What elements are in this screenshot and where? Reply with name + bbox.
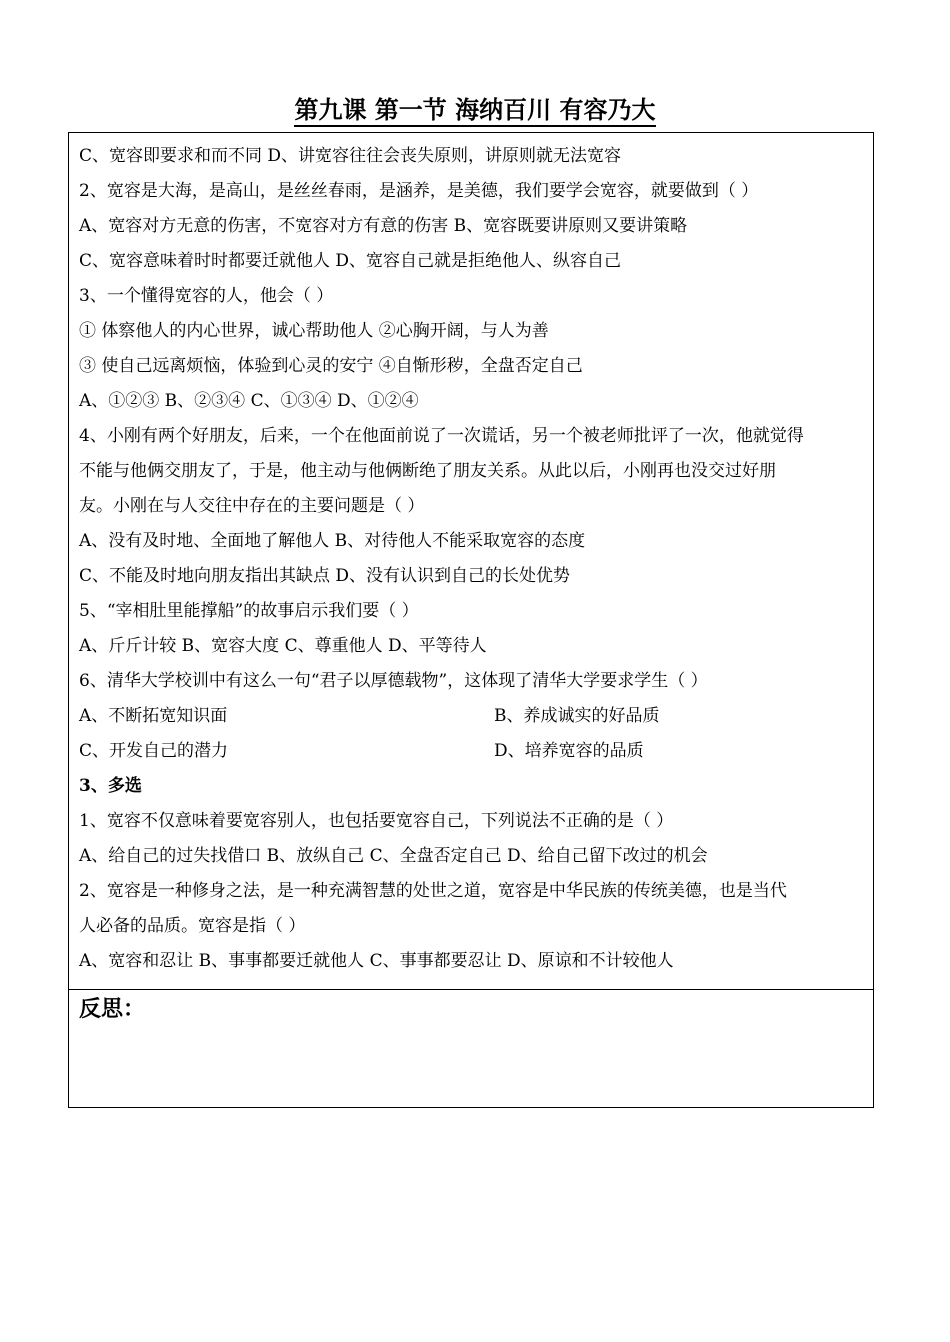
text-line: 人必备的品质。宽容是指（ ） — [79, 916, 306, 936]
text-line: C、宽容即要求和而不同 D、讲宽容往往会丧失原则，讲原则就无法宽容 — [79, 146, 622, 166]
text-line: 3、一个懂得宽容的人，他会（ ） — [79, 286, 334, 306]
text-line: 2、宽容是大海，是高山，是丝丝春雨，是涵养，是美德，我们要学会宽容，就要做到（ ） — [79, 181, 759, 201]
question-table — [68, 132, 874, 1108]
option-right: B、养成诚实的好品质 — [494, 706, 660, 726]
table-divider — [69, 989, 873, 990]
text-line: 1、宽容不仅意味着要宽容别人，也包括要宽容自己，下列说法不正确的是（ ） — [79, 811, 674, 831]
text-line — [79, 704, 859, 728]
section-heading: 3、多选 — [79, 776, 142, 796]
text-line: ③ 使自己远离烦恼，体验到心灵的安宁 ④自惭形秽，全盘否定自己 — [79, 356, 583, 376]
text-line: 不能与他俩交朋友了，于是，他主动与他俩断绝了朋友关系。从此以后，小刚再也没交过好朋 — [79, 461, 776, 481]
text-line: 5、“宰相肚里能撑船”的故事启示我们要（ ） — [79, 601, 419, 621]
option-left: C、开发自己的潜力 — [79, 741, 229, 761]
text-line: 2、宽容是一种修身之法，是一种充满智慧的处世之道，宽容是中华民族的传统美德，也是当代 — [79, 881, 787, 901]
option-left: A、不断拓宽知识面 — [79, 706, 228, 726]
text-line: A、①②③ B、②③④ C、①③④ D、①②④ — [79, 391, 419, 411]
text-line: 6、清华大学校训中有这么一句“君子以厚德载物”，这体现了清华大学要求学生（ ） — [79, 671, 708, 691]
text-line: 4、小刚有两个好朋友，后来，一个在他面前说了一次谎话，另一个被老师批评了一次，他就觉得 — [79, 426, 804, 446]
text-line — [79, 739, 859, 763]
text-line: 友。小刚在与人交往中存在的主要问题是（ ） — [79, 496, 425, 516]
text-line: A、宽容对方无意的伤害，不宽容对方有意的伤害 B、宽容既要讲原则又要讲策略 — [79, 216, 688, 236]
text-line: C、宽容意味着时时都要迁就他人 D、宽容自己就是拒绝他人、纵容自己 — [79, 251, 622, 271]
text-line: A、宽容和忍让 B、事事都要迁就他人 C、事事都要忍让 D、原谅和不计较他人 — [79, 951, 674, 971]
text-line: ① 体察他人的内心世界，诚心帮助他人 ②心胸开阔，与人为善 — [79, 321, 549, 341]
option-right: D、培养宽容的品质 — [494, 741, 644, 761]
page-title-text: 第九课 第一节 海纳百川 有容乃大 — [294, 96, 655, 127]
page-title — [0, 92, 950, 128]
text-line: C、不能及时地向朋友指出其缺点 D、没有认识到自己的长处优势 — [79, 566, 571, 586]
text-line: A、没有及时地、全面地了解他人 B、对待他人不能采取宽容的态度 — [79, 531, 586, 551]
text-line: A、给自己的过失找借口 B、放纵自己 C、全盘否定自己 D、给自己留下改过的机会 — [79, 846, 708, 866]
text-line: A、斤斤计较 B、宽容大度 C、尊重他人 D、平等待人 — [79, 636, 487, 656]
reflection-label: 反思： — [79, 997, 146, 1022]
